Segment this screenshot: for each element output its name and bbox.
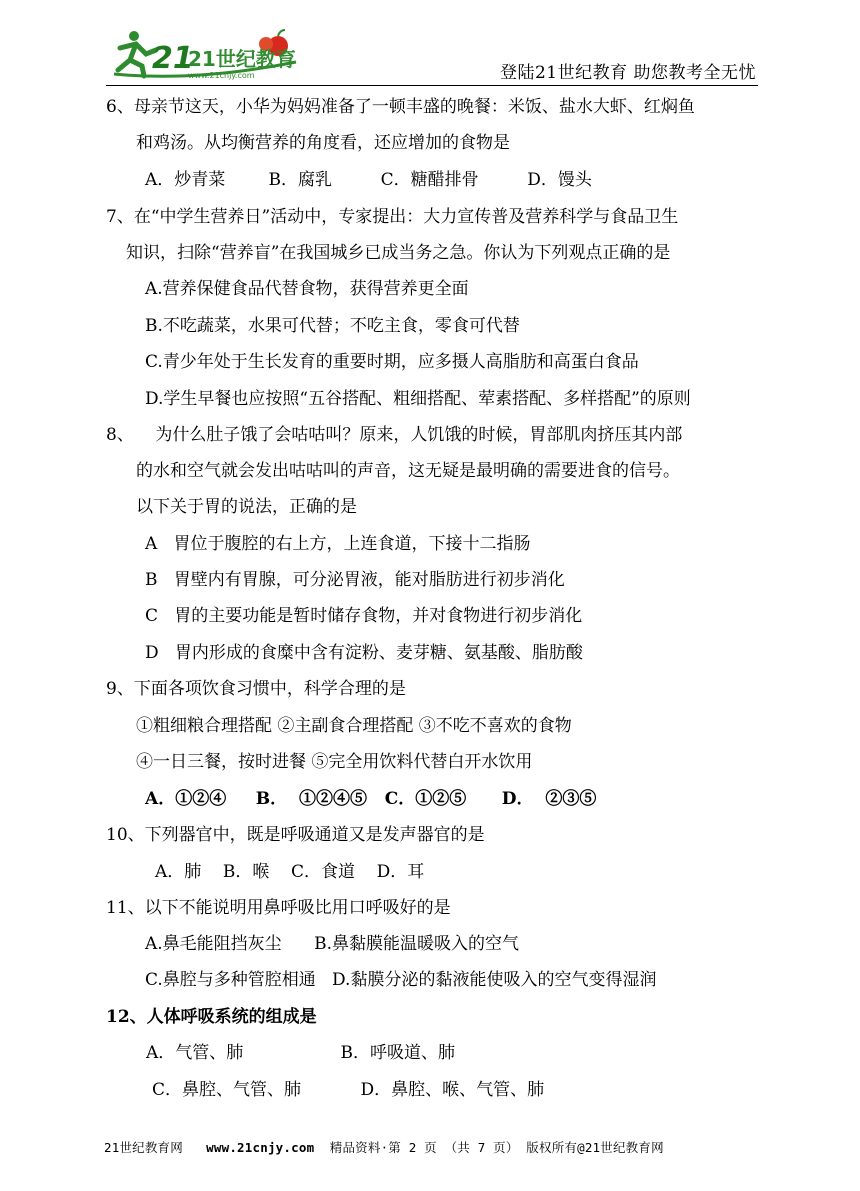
q10-options: A．肺 B．喉 C．食道 D．耳 [155,862,425,882]
q11-options-ab: A.鼻毛能阻挡灰尘 B.鼻黏膜能温暖吸入的空气 [145,934,519,954]
q12-options-ab: A．气管、肺 B．呼吸道、肺 [146,1043,456,1063]
q9-stem: 9、下面各项饮食习惯中，科学合理的是 [106,679,406,699]
header-slogan: 登陆21世纪教育 助您教考全无忧 [499,63,756,83]
page-footer [104,1138,664,1156]
q10-stem: 10、下列器官中，既是呼吸通道又是发声器官的是 [106,825,485,845]
q8-option-b: B 胃壁内有胃腺，可分泌胃液，能对脂肪进行初步消化 [145,570,565,590]
footer-info: 精品资料·第 2 页 （共 7 页） 版权所有@21世纪教育网 [329,1140,664,1155]
footer-site: 21世纪教育网 [104,1140,183,1155]
q11-stem: 11、以下不能说明用鼻呼吸比用口呼吸好的是 [106,898,451,918]
q8-option-c: C 胃的主要功能是暂时储存食物，并对食物进行初步消化 [145,606,583,626]
q6-stem-line1: 6、母亲节这天，小华为妈妈准备了一顿丰盛的晚餐：米饭、盐水大虾、红焖鱼 [106,97,695,117]
q8-stem-line1: 8、 为什么肚子饿了会咕咕叫？原来，人饥饿的时候，胃部肌肉挤压其内部 [106,425,683,445]
21cnjy-logo [106,26,306,82]
q7-option-b: B.不吃蔬菜，水果可代替；不吃主食，零食可代替 [145,316,520,336]
q9-items-line1: ①粗细粮合理搭配 ②主副食合理搭配 ③不吃不喜欢的食物 [136,716,572,736]
header-divider [106,85,758,86]
q7-option-a: A.营养保健食品代替食物，获得营养更全面 [145,279,469,299]
footer-url[interactable]: www.21cnjy.com [206,1140,315,1155]
q7-option-c: C.青少年处于生长发育的重要时期，应多摄人高脂肪和高蛋白食品 [145,352,639,372]
page-header [106,26,756,84]
q6-stem-line2: 和鸡汤。从均衡营养的角度看，还应增加的食物是 [136,133,510,153]
q7-option-d: D.学生早餐也应按照“五谷搭配、粗细搭配、荤素搭配、多样搭配”的原则 [145,389,691,409]
q8-option-a: A 胃位于腹腔的右上方，上连食道，下接十二指肠 [145,534,531,554]
svg-text:www.21cnjy.com: www.21cnjy.com [188,71,255,80]
q6-options: A．炒青菜 B．腐乳 C．糖醋排骨 D．馒头 [145,170,592,190]
q8-option-d: D 胃内形成的食糜中含有淀粉、麦芽糖、氨基酸、脂肪酸 [145,643,583,663]
q9-items-line2: ④一日三餐，按时进餐 ⑤完全用饮料代替白开水饮用 [136,752,533,772]
q11-options-cd: C.鼻腔与多种管腔相通 D.黏膜分泌的黏液能使吸入的空气变得湿润 [145,970,657,990]
q9-options: A．①②④ B． ①②④⑤ C．①②⑤ D． ②③⑤ [145,789,597,809]
q8-stem-line3: 以下关于胃的说法，正确的是 [136,497,357,517]
q7-stem-line2: 知识，扫除“营养盲”在我国城乡已成当务之急。你认为下列观点正确的是 [126,243,671,263]
svg-text:21世纪教育: 21世纪教育 [188,47,296,71]
q12-stem: 12、人体呼吸系统的组成是 [106,1007,317,1027]
svg-text:21: 21 [152,41,194,76]
q12-options-cd: C．鼻腔、气管、肺 D．鼻腔、喉、气管、肺 [152,1080,545,1100]
q8-stem-line2: 的水和空气就会发出咕咕叫的声音，这无疑是最明确的需要进食的信号。 [136,461,680,481]
q7-stem-line1: 7、在“中学生营养日”活动中，专家提出：大力宣传普及营养科学与食品卫生 [106,207,679,227]
